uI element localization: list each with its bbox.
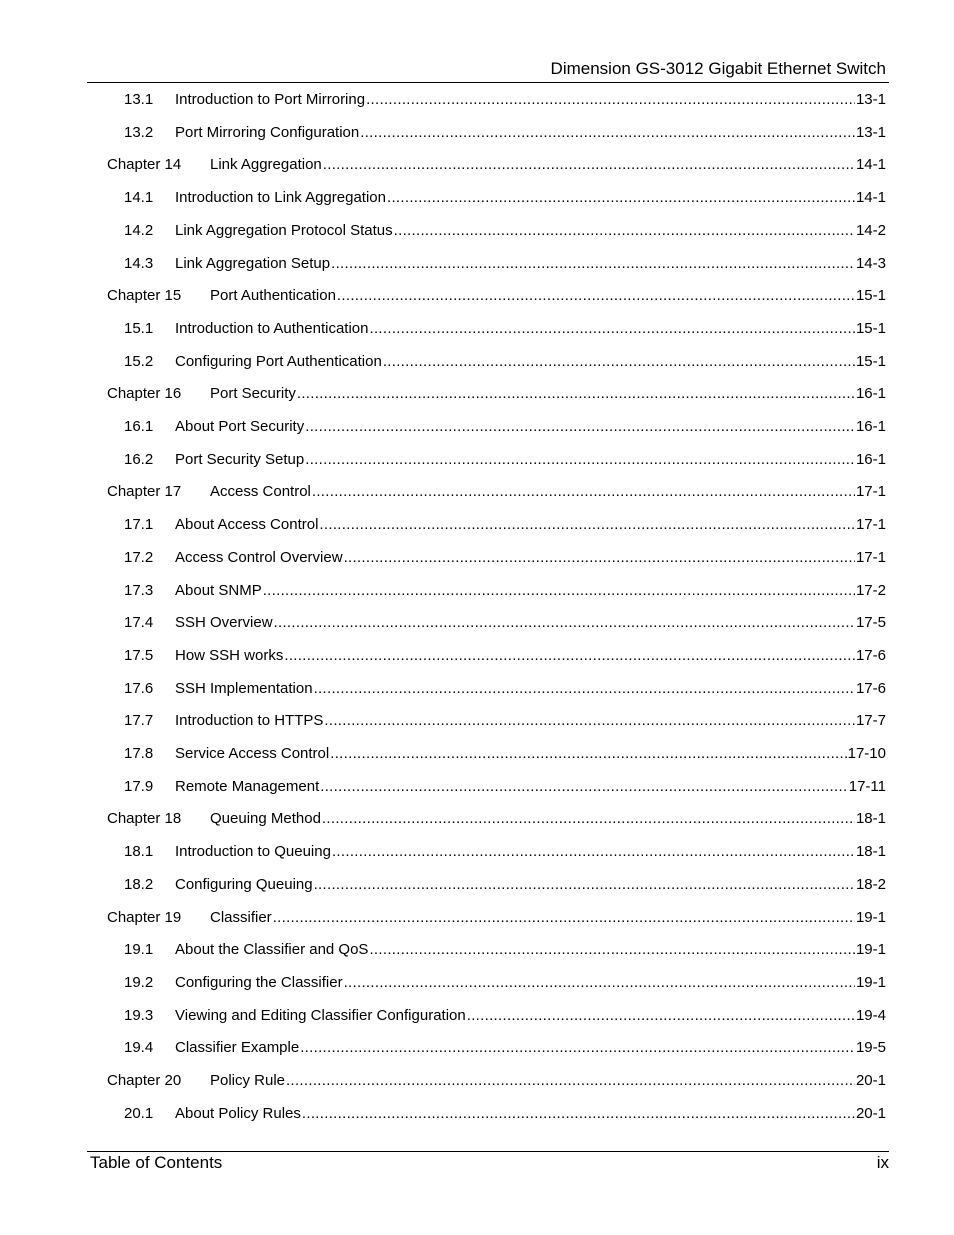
toc-section-entry[interactable] [124, 710, 886, 732]
toc-entry-title[interactable]: Introduction to Queuing [175, 843, 331, 861]
running-header-title: Dimension GS-3012 Gigabit Ethernet Switch [550, 59, 886, 78]
toc-entry-title[interactable]: Port Authentication [210, 287, 336, 305]
toc-section-entry[interactable] [124, 874, 886, 896]
toc-entry-title[interactable]: Queuing Method [210, 810, 321, 828]
toc-section-entry[interactable] [124, 318, 886, 340]
toc-entry-page-number[interactable]: 19-4 [855, 1006, 886, 1024]
toc-entry-page-number[interactable]: 15-1 [855, 319, 886, 337]
toc-section-entry[interactable] [124, 1005, 886, 1027]
toc-entry-number: 17.3 [124, 581, 154, 599]
toc-entry-number: 20.1 [124, 1104, 154, 1122]
toc-entry-number: 17.1 [124, 516, 154, 534]
toc-entry-page-number[interactable]: 17-6 [855, 646, 886, 664]
toc-entry-page-number[interactable]: 14-1 [855, 189, 886, 207]
toc-entry-number: 18.1 [124, 843, 154, 861]
toc-entry-page-number[interactable]: 15-1 [855, 287, 886, 305]
toc-entry-page-number[interactable]: 13-1 [855, 123, 886, 141]
toc-entry-title[interactable]: About Policy Rules [175, 1104, 301, 1122]
toc-entry-number: Chapter 14 [107, 156, 182, 174]
toc-chapter-entry[interactable] [107, 907, 886, 929]
toc-entry-page-number[interactable]: 17-1 [855, 548, 886, 566]
footer-divider [87, 1151, 889, 1152]
toc-entry-number: 17.2 [124, 548, 154, 566]
toc-section-entry[interactable] [124, 220, 886, 242]
toc-entry-title[interactable]: Access Control [210, 483, 311, 501]
toc-dot-leader [297, 383, 855, 405]
toc-entry-title[interactable]: Introduction to Port Mirroring [175, 91, 366, 108]
toc-entry-page-number[interactable]: 17-10 [847, 745, 886, 762]
toc-section-entry[interactable] [124, 187, 886, 209]
toc-dot-leader [332, 841, 855, 863]
toc-entry-page-number[interactable]: 19-5 [855, 1039, 886, 1057]
toc-entry-page-number[interactable]: 17-1 [855, 516, 886, 534]
toc-entry-number: 15.2 [124, 352, 154, 370]
toc-dot-leader [314, 678, 855, 700]
toc-section-entry[interactable] [124, 939, 886, 961]
toc-entry-title[interactable]: SSH Implementation [175, 679, 313, 697]
toc-entry-number: 17.6 [124, 679, 154, 697]
toc-entry-page-number[interactable]: 17-1 [855, 483, 886, 501]
toc-entry-title[interactable]: Port Security Setup [175, 450, 305, 468]
toc-dot-leader [369, 939, 855, 961]
toc-section-entry[interactable] [124, 1037, 886, 1059]
toc-entry-title[interactable]: Introduction to Link Aggregation [175, 189, 386, 207]
toc-entry-page-number[interactable]: 17-5 [855, 614, 886, 632]
toc-entry-title[interactable]: Port Mirroring Configuration [175, 123, 360, 141]
toc-chapter-entry[interactable] [107, 154, 886, 176]
toc-dot-leader [331, 253, 855, 275]
toc-entry-page-number[interactable]: 19-1 [855, 941, 886, 959]
toc-entry-page-number[interactable]: 19-1 [855, 908, 886, 926]
toc-entry-number: 13.1 [124, 91, 154, 108]
toc-dot-leader [302, 1103, 855, 1125]
toc-section-entry[interactable] [124, 449, 886, 471]
toc-entry-title[interactable]: About Access Control [175, 516, 319, 534]
toc-entry-number: 16.1 [124, 418, 154, 435]
toc-entry-title[interactable]: About SNMP [175, 581, 262, 599]
toc-section-entry[interactable] [124, 514, 886, 536]
toc-entry-number: 19.1 [124, 941, 154, 959]
toc-dot-leader [320, 776, 847, 798]
toc-entry-title[interactable]: About Port Security [175, 418, 305, 435]
toc-dot-leader [305, 416, 855, 438]
toc-section-entry[interactable] [124, 416, 886, 438]
toc-entry-number: 18.2 [124, 875, 154, 893]
toc-dot-leader [263, 580, 855, 602]
toc-entry-page-number[interactable]: 19-1 [855, 973, 886, 991]
toc-entry-title[interactable]: Service Access Control [175, 745, 330, 762]
toc-entry-page-number[interactable]: 18-1 [855, 810, 886, 828]
toc-entry-page-number[interactable]: 14-2 [855, 221, 886, 239]
toc-dot-leader [344, 547, 855, 569]
toc-entry-number: 19.3 [124, 1006, 154, 1024]
toc-section-entry[interactable] [124, 122, 886, 144]
toc-entry-page-number[interactable]: 13-1 [855, 91, 886, 108]
toc-dot-leader [274, 612, 855, 634]
toc-dot-leader [305, 449, 855, 471]
toc-section-entry[interactable] [124, 547, 886, 569]
toc-entry-title[interactable]: Classifier Example [175, 1039, 300, 1057]
toc-dot-leader [314, 874, 855, 896]
toc-section-entry[interactable] [124, 841, 886, 863]
toc-entry-title[interactable]: Configuring the Classifier [175, 973, 343, 991]
toc-dot-leader [369, 318, 854, 340]
toc-entry-title[interactable]: How SSH works [175, 646, 284, 664]
toc-dot-leader [322, 808, 855, 830]
toc-entry-page-number[interactable]: 16-1 [855, 450, 886, 468]
toc-section-entry[interactable] [124, 351, 886, 373]
toc-entry-page-number[interactable]: 14-1 [855, 156, 886, 174]
toc-entry-title[interactable]: Classifier [210, 908, 272, 926]
toc-chapter-entry[interactable] [107, 808, 886, 830]
toc-section-entry[interactable] [124, 89, 886, 111]
toc-dot-leader [360, 122, 855, 144]
toc-section-entry[interactable] [124, 612, 886, 634]
toc-entry-page-number[interactable]: 14-3 [855, 254, 886, 272]
toc-dot-leader [330, 743, 846, 765]
header-divider [87, 82, 889, 83]
toc-entry-number: Chapter 18 [107, 810, 182, 828]
toc-entry-number: Chapter 15 [107, 287, 182, 305]
footer-section-title: Table of Contents [90, 1153, 223, 1172]
toc-entry-number: 17.5 [124, 646, 154, 664]
toc-entry-title[interactable]: Link Aggregation Protocol Status [175, 221, 393, 239]
toc-dot-leader [323, 154, 855, 176]
toc-entry-number: 19.4 [124, 1039, 154, 1057]
toc-entry-page-number[interactable]: 18-2 [855, 875, 886, 893]
toc-entry-number: 17.8 [124, 745, 154, 762]
toc-dot-leader [394, 220, 855, 242]
toc-entry-number: 16.2 [124, 450, 154, 468]
toc-section-entry[interactable] [124, 1103, 886, 1125]
toc-entry-title[interactable]: Remote Management [175, 777, 320, 795]
toc-entry-number: Chapter 20 [107, 1072, 182, 1089]
toc-dot-leader [324, 710, 855, 732]
toc-entry-page-number[interactable]: 17-6 [855, 679, 886, 697]
toc-entry-number: 17.9 [124, 777, 154, 795]
toc-dot-leader [344, 972, 855, 994]
toc-entry-title[interactable]: Access Control Overview [175, 548, 343, 566]
toc-entry-page-number[interactable]: 17-7 [855, 712, 886, 730]
toc-entry-title[interactable]: Viewing and Editing Classifier Configuration [175, 1006, 466, 1024]
toc-entry-number: 14.1 [124, 189, 154, 207]
toc-dot-leader [337, 285, 855, 307]
toc-entry-number: Chapter 19 [107, 908, 182, 926]
toc-entry-page-number[interactable]: 20-1 [855, 1104, 886, 1122]
toc-chapter-entry[interactable] [107, 285, 886, 307]
toc-entry-title[interactable]: Link Aggregation [210, 156, 322, 174]
toc-section-entry[interactable] [124, 678, 886, 700]
toc-chapter-entry[interactable] [107, 1070, 886, 1092]
toc-chapter-entry[interactable] [107, 481, 886, 503]
toc-dot-leader [273, 907, 855, 929]
toc-section-entry[interactable] [124, 776, 886, 798]
toc-entry-page-number[interactable]: 16-1 [855, 385, 886, 403]
toc-entry-number: 15.1 [124, 319, 154, 337]
toc-chapter-entry[interactable] [107, 383, 886, 405]
toc-entry-page-number[interactable]: 17-2 [855, 581, 886, 599]
toc-section-entry[interactable] [124, 972, 886, 994]
toc-dot-leader [319, 514, 855, 536]
toc-entry-title[interactable]: Configuring Port Authentication [175, 352, 382, 370]
toc-dot-leader [312, 481, 855, 503]
toc-entry-page-number[interactable]: 18-1 [855, 843, 886, 861]
toc-dot-leader [383, 351, 855, 373]
toc-entry-number: Chapter 17 [107, 483, 182, 501]
toc-entry-page-number[interactable]: 15-1 [855, 352, 886, 370]
toc-dot-leader [286, 1070, 855, 1092]
toc-entry-title[interactable]: Configuring Queuing [175, 875, 313, 893]
toc-dot-leader [366, 89, 855, 111]
toc-dot-leader [284, 645, 855, 667]
toc-entry-title[interactable]: SSH Overview [175, 614, 273, 632]
toc-entry-page-number[interactable]: 16-1 [855, 418, 886, 435]
toc-dot-leader [300, 1037, 855, 1059]
toc-entry-page-number[interactable]: 17-11 [848, 777, 886, 795]
toc-entry-page-number[interactable]: 20-1 [855, 1072, 886, 1089]
toc-entry-number: 14.3 [124, 254, 154, 272]
toc-entry-title[interactable]: Introduction to Authentication [175, 319, 369, 337]
toc-section-entry[interactable] [124, 645, 886, 667]
toc-entry-number: 17.7 [124, 712, 154, 730]
footer-page-number: ix [876, 1153, 889, 1172]
toc-entry-title[interactable]: Port Security [210, 385, 296, 403]
toc-entry-title[interactable]: Link Aggregation Setup [175, 254, 331, 272]
toc-section-entry[interactable] [124, 743, 886, 765]
toc-entry-title[interactable]: Policy Rule [210, 1072, 286, 1089]
toc-entry-number: 14.2 [124, 221, 154, 239]
toc-entry-title[interactable]: Introduction to HTTPS [175, 712, 324, 730]
toc-entry-number: Chapter 16 [107, 385, 182, 403]
toc-dot-leader [467, 1005, 855, 1027]
toc-entry-number: 13.2 [124, 123, 154, 141]
toc-section-entry[interactable] [124, 580, 886, 602]
toc-entry-number: 17.4 [124, 614, 154, 632]
toc-dot-leader [387, 187, 855, 209]
toc-section-entry[interactable] [124, 253, 886, 275]
toc-entry-title[interactable]: About the Classifier and QoS [175, 941, 369, 959]
toc-entry-number: 19.2 [124, 973, 154, 991]
